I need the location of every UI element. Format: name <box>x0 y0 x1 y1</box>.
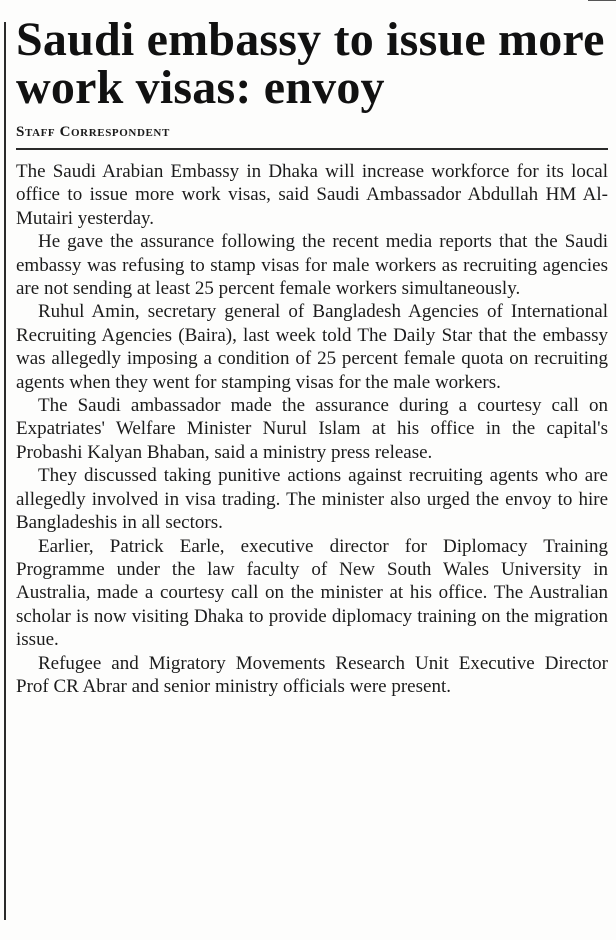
article <box>16 13 608 698</box>
paragraph-6: Earlier, Patrick Earle, executive director for Diplomacy Training Programme under the law faculty of New South Wales University in Australia, made a courtesy call on the minister at his office. The Australian scholar is now visiting Dhaka to provide diplomacy training on the migration issue. <box>16 535 608 651</box>
paragraph-2: He gave the assurance following the recent media reports that the Saudi embassy was refusing to stamp visas for male workers as recruiting agencies are not sending at least 25 percent female workers simultaneously. <box>16 231 608 300</box>
paragraph-1: The Saudi Arabian Embassy in Dhaka will increase workforce for its local office to issue more work visas, said Saudi Ambassador Abdullah HM Al-Mutairi yesterday. <box>16 161 608 229</box>
paragraph-3: Ruhul Amin, secretary general of Bangladesh Agencies of International Recruiting Agencies (Baira), last week told The Daily Star that the embassy was allegedly imposing a condition of 25 percent female quota on recruiting agents when they went for stamping visas for the male workers. <box>16 301 608 393</box>
paragraph-4: The Saudi ambassador made the assurance during a courtesy call on Expatriates' Welfare Minister Nurul Islam at his office in the capital's Probashi Kalyan Bhaban, said a ministry press release. <box>16 395 608 463</box>
headline: Saudi embassy to issue more work visas: envoy <box>16 13 605 114</box>
top-edge-rule <box>588 0 616 1</box>
paragraph-7: Refugee and Migratory Movements Research Unit Executive Director Prof CR Abrar and senior ministry officials were present. <box>16 652 608 697</box>
byline-divider <box>16 148 608 150</box>
paragraph-5: They discussed taking punitive actions against recruiting agents who are allegedly involved in visa trading. The minister also urged the envoy to hire Bangladeshis in all sectors. <box>16 465 608 534</box>
byline: Staff Correspondent <box>16 124 170 140</box>
column-rule <box>4 22 6 920</box>
